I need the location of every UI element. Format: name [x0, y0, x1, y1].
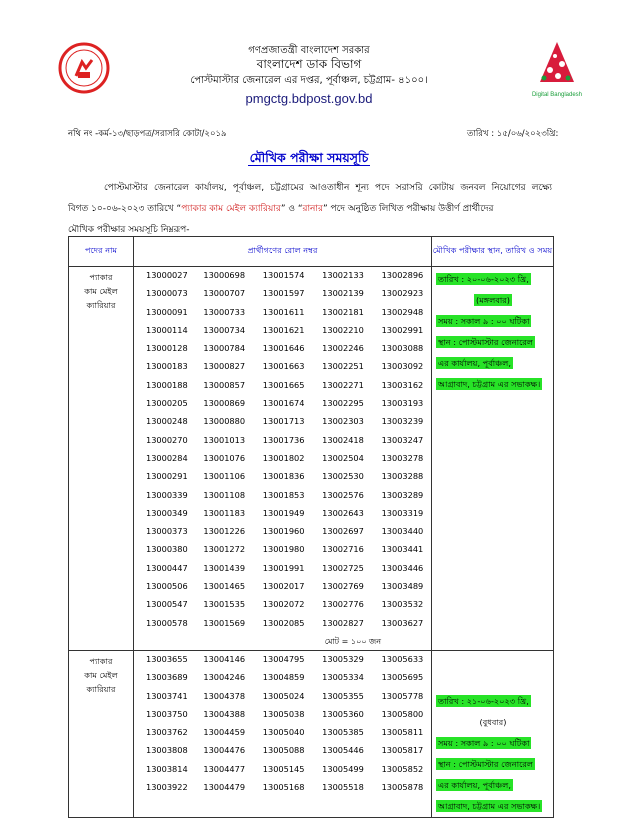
roll-number: 13002725: [322, 562, 364, 573]
roll-number: 13002776: [322, 599, 364, 610]
roll-number: 13003289: [381, 489, 424, 500]
post-line: প্যাকার: [89, 272, 113, 282]
roll-number: 13003441: [381, 544, 424, 555]
schedule-date: তারিখ : ২১-০৬-২০২৩ খ্রি,: [438, 695, 529, 706]
roll-number: 13000784: [203, 343, 246, 354]
roll-number: 13005329: [322, 653, 364, 664]
roll-number: 13000869: [203, 398, 246, 409]
roll-number: 13003088: [381, 343, 424, 354]
roll-number: 13005518: [322, 782, 364, 793]
roll-number: 13002991: [381, 324, 424, 335]
post-line: প্যাকার: [89, 655, 113, 666]
roll-number: 13001076: [203, 452, 246, 463]
roll-number: 13005852: [381, 763, 424, 774]
roll-number: 13003247: [381, 434, 424, 445]
roll-row: [134, 599, 431, 617]
roll-number: 13000734: [203, 324, 246, 335]
roll-number: 13001439: [203, 562, 246, 573]
roll-number: 13004459: [203, 727, 246, 738]
roll-number: 13001713: [262, 416, 305, 427]
roll-number: 13002271: [322, 379, 364, 390]
roll-row: [134, 325, 431, 343]
header-post: পদের নাম: [69, 237, 134, 267]
roll-number: 13001013: [203, 434, 246, 445]
roll-number: 13001646: [262, 343, 305, 354]
roll-number: 13001465: [203, 581, 246, 592]
roll-row: [134, 343, 431, 361]
post-line: কাম মেইল: [84, 286, 118, 296]
roll-number: 13002210: [322, 324, 364, 335]
roll-number: 13000349: [146, 507, 188, 518]
roll-number: 13000284: [146, 452, 188, 463]
roll-row: [134, 361, 431, 379]
roll-number: 13005088: [262, 745, 305, 756]
schedule-date: তারিখ : ২০-০৬-২০২৩ খ্রি,: [438, 274, 529, 284]
post-name-highlight-1: প্যাকার কাম মেইল ক্যারিয়ার: [181, 204, 281, 214]
roll-number: 13000183: [146, 361, 188, 372]
roll-number: 13000114: [146, 324, 188, 335]
memo-date: তারিখ : ১৫/০৬/২০২৩খ্রি:: [467, 129, 559, 139]
office-address: পোস্টমাস্টার জেনারেল এর দপ্তর, পূর্বাঞ্চল, চট্টগ্রাম- ৪১০০।: [190, 75, 428, 86]
post-line: ক্যারিয়ার: [86, 300, 116, 310]
roll-number: 13003440: [381, 526, 424, 537]
roll-number: 13005024: [262, 690, 305, 701]
roll-number: 13003489: [381, 581, 424, 592]
roll-number: 13003655: [146, 653, 188, 664]
section-2-rolls: [134, 650, 432, 817]
roll-number: 13001183: [203, 507, 246, 518]
schedule-place-3: আগ্রাবাদ, চট্টগ্রাম এর সভাকক্ষ।: [438, 379, 541, 389]
roll-number: 13005800: [381, 708, 424, 719]
schedule-place-3: আগ্রাবাদ, চট্টগ্রাম এর সভাকক্ষ।: [438, 800, 541, 811]
roll-row: [134, 288, 431, 306]
roll-number: 13000270: [146, 434, 188, 445]
roll-row: [134, 654, 431, 672]
roll-number: 13005633: [381, 653, 424, 664]
paragraph-line-3: মৌখিক পরীক্ষার সময়সূচি নিম্নরূপ-: [68, 225, 190, 235]
header-schedule: মৌখিক পরীক্ষার স্থান, তারিখ ও সময়: [432, 237, 554, 267]
section-1-total: মোট = ১০০ জন: [324, 636, 381, 646]
roll-number: 13004479: [203, 782, 246, 793]
roll-number: 13005499: [322, 763, 364, 774]
section-2-row: [69, 650, 554, 817]
roll-number: 13001569: [203, 617, 246, 628]
roll-number: 13004146: [203, 653, 246, 664]
roll-number: 13004795: [262, 653, 305, 664]
roll-row: [134, 416, 431, 434]
paragraph-line-2: [68, 204, 494, 214]
govt-name: গণপ্রজাতন্ত্রী বাংলাদেশ সরকার: [248, 45, 370, 56]
roll-row: [134, 526, 431, 544]
roll-row: [134, 398, 431, 416]
roll-number: 13005360: [322, 708, 364, 719]
roll-number: 13005038: [262, 708, 305, 719]
roll-number: 13005385: [322, 727, 364, 738]
roll-row: [134, 490, 431, 508]
roll-row: [134, 745, 431, 763]
roll-number: 13002896: [381, 270, 424, 280]
roll-number: 13000091: [146, 306, 188, 317]
roll-number: 13002085: [262, 617, 305, 628]
roll-grid-2: [134, 654, 431, 800]
section-1-schedule: [432, 267, 554, 651]
roll-number: 13000373: [146, 526, 188, 537]
roll-number: 13005168: [262, 782, 305, 793]
schedule-place-2: এর কার্যালয়, পূর্বাঞ্চল,: [438, 358, 512, 368]
roll-row: [134, 380, 431, 398]
roll-number: 13001272: [203, 544, 246, 555]
section-2-post: [69, 650, 134, 817]
roll-number: 13001106: [203, 471, 246, 482]
roll-number: 13000205: [146, 398, 188, 409]
roll-number: 13003689: [146, 672, 188, 683]
roll-number: 13002303: [322, 416, 364, 427]
roll-number: 13005811: [381, 727, 424, 738]
roll-number: 13000698: [203, 270, 246, 280]
roll-number: 13001665: [262, 379, 305, 390]
roll-number: 13000827: [203, 361, 246, 372]
roll-row: [134, 782, 431, 800]
roll-number: 13004246: [203, 672, 246, 683]
schedule-place-2: এর কার্যালয়, পূর্বাঞ্চল,: [438, 779, 512, 790]
roll-row: [134, 764, 431, 782]
roll-row: [134, 544, 431, 562]
roll-number: 13000547: [146, 599, 188, 610]
roll-number: 13003741: [146, 690, 188, 701]
roll-number: 13001949: [262, 507, 305, 518]
roll-row: [134, 563, 431, 581]
roll-number: 13002643: [322, 507, 364, 518]
roll-number: 13002017: [262, 581, 305, 592]
roll-number: 13005145: [262, 763, 305, 774]
roll-number: 13003193: [381, 398, 424, 409]
roll-number: 13003922: [146, 782, 188, 793]
roll-number: 13001611: [262, 306, 305, 317]
roll-number: 13002923: [381, 288, 424, 299]
roll-row: [134, 453, 431, 471]
roll-number: 13005355: [322, 690, 364, 701]
roll-number: 13003532: [381, 599, 424, 610]
roll-number: 13000188: [146, 379, 188, 390]
roll-number: 13002181: [322, 306, 364, 317]
memo-reference: নথি নং -কর্ম-১৩/ছাড়পত্র/সরাসরি কোটা/২০১৯: [68, 129, 227, 139]
roll-number: 13002697: [322, 526, 364, 537]
schedule-day: (বুধবার): [479, 716, 507, 727]
roll-number: 13002072: [262, 599, 305, 610]
roll-number: 13002530: [322, 471, 364, 482]
roll-number: 13003446: [381, 562, 424, 573]
roll-number: 13003239: [381, 416, 424, 427]
roll-number: 13001674: [262, 398, 305, 409]
para-text-a: বিগত ১০-০৬-২০২৩ তারিখে “: [68, 204, 182, 214]
roll-number: 13000880: [203, 416, 246, 427]
roll-number: 13003288: [381, 471, 424, 482]
roll-number: 13004859: [262, 672, 305, 683]
post-name-highlight-2: রানার: [302, 204, 323, 214]
roll-number: 13005817: [381, 745, 424, 756]
roll-number: 13002295: [322, 398, 364, 409]
roll-number: 13002948: [381, 306, 424, 317]
roll-row: [134, 307, 431, 325]
roll-row: [134, 471, 431, 489]
schedule-day: (মঙ্গলবার): [476, 295, 510, 305]
roll-row: [134, 672, 431, 690]
roll-number: 13002827: [322, 617, 364, 628]
roll-row: [134, 618, 431, 636]
schedule-table: [68, 236, 554, 818]
schedule-time: সময় : সকাল ৯ : ০০ ঘটিকা: [438, 316, 530, 326]
roll-number: 13002246: [322, 343, 364, 354]
roll-number: 13001960: [262, 526, 305, 537]
roll-number: 13001802: [262, 452, 305, 463]
roll-number: 13003092: [381, 361, 424, 372]
roll-number: 13001108: [203, 489, 246, 500]
roll-number: 13001836: [262, 471, 305, 482]
section-1-row: [69, 267, 554, 651]
roll-number: 13003762: [146, 727, 188, 738]
roll-number: 13005040: [262, 727, 305, 738]
roll-number: 13005778: [381, 690, 424, 701]
schedule-time: সময় : সকাল ৯ : ০০ ঘটিকা: [438, 737, 530, 748]
para-text-c: ” পদে অনুষ্ঠিত লিখিত পরীক্ষায় উত্তীর্ণ প্রার্থীদের: [323, 204, 494, 214]
roll-row: [134, 727, 431, 745]
title-text: মৌখিক পরীক্ষা সময়সূচি: [249, 150, 369, 165]
roll-number: 13003814: [146, 763, 188, 774]
roll-number: 13000733: [203, 306, 246, 317]
roll-row: [134, 691, 431, 709]
header-rolls: প্রার্থীগণের রোল নম্বর: [134, 237, 432, 267]
roll-number: 13001991: [262, 562, 305, 573]
section-1-rolls: [134, 267, 432, 651]
roll-number: 13000291: [146, 471, 188, 482]
roll-number: 13002716: [322, 544, 364, 555]
roll-number: 13000707: [203, 288, 246, 299]
roll-number: 13004477: [203, 763, 246, 774]
department-name: বাংলাদেশ ডাক বিভাগ: [256, 57, 362, 71]
roll-number: 13001535: [203, 599, 246, 610]
digital-bangladesh-caption: Digital Bangladesh: [531, 92, 583, 98]
roll-number: 13005334: [322, 672, 364, 683]
roll-number: 13003278: [381, 452, 424, 463]
post-line: কাম মেইল: [84, 669, 118, 680]
post-line: ক্যারিয়ার: [86, 683, 116, 694]
roll-row: [134, 270, 431, 288]
website-link[interactable]: pmgctg.bdpost.gov.bd: [245, 91, 373, 106]
section-1-post: [69, 267, 134, 651]
roll-number: 13000506: [146, 581, 188, 592]
roll-number: 13001597: [262, 288, 305, 299]
roll-number: 13000857: [203, 379, 246, 390]
roll-number: 13002418: [322, 434, 364, 445]
roll-number: 13005446: [322, 745, 364, 756]
roll-row: [134, 709, 431, 727]
roll-number: 13002251: [322, 361, 364, 372]
section-2-schedule: [432, 650, 554, 817]
roll-number: 13002769: [322, 581, 364, 592]
roll-number: 13000339: [146, 489, 188, 500]
schedule-place-1: স্থান : পোস্টমাস্টার জেনারেল: [438, 337, 533, 347]
roll-number: 13005878: [381, 782, 424, 793]
roll-number: 13000073: [146, 288, 188, 299]
roll-number: 13001226: [203, 526, 246, 537]
roll-number: 13003319: [381, 507, 424, 518]
roll-number: 13001574: [262, 270, 305, 280]
page-title: [0, 150, 618, 170]
roll-number: 13002576: [322, 489, 364, 500]
roll-number: 13000027: [146, 270, 188, 280]
roll-number: 13004378: [203, 690, 246, 701]
paragraph-line-1: পোস্টমাস্টার জেনারেল কার্যালয়, পূর্বাঞ্চল, চট্টগ্রামের আওতাধীন শূন্য পদে সরাসরি কোটায় জনবল নিয়োগের লক্ষ্যে: [104, 183, 552, 193]
roll-number: 13000380: [146, 544, 188, 555]
roll-number: 13001980: [262, 544, 305, 555]
roll-number: 13003808: [146, 745, 188, 756]
roll-number: 13003750: [146, 708, 188, 719]
roll-number: 13000128: [146, 343, 188, 354]
notice-paragraph: [68, 178, 552, 241]
roll-number: 13002139: [322, 288, 364, 299]
roll-row: [134, 581, 431, 599]
roll-number: 13001663: [262, 361, 305, 372]
roll-number: 13001621: [262, 324, 305, 335]
roll-row: [134, 435, 431, 453]
roll-number: 13000578: [146, 617, 188, 628]
roll-number: 13004388: [203, 708, 246, 719]
roll-number: 13004476: [203, 745, 246, 756]
roll-number: 13001853: [262, 489, 305, 500]
roll-number: 13000447: [146, 562, 188, 573]
roll-number: 13001736: [262, 434, 305, 445]
para-text-b: ” ও “: [280, 204, 303, 214]
roll-grid-1: [134, 270, 431, 636]
roll-number: 13003627: [381, 617, 424, 628]
roll-number: 13002504: [322, 452, 364, 463]
schedule-place-1: স্থান : পোস্টমাস্টার জেনারেল: [438, 758, 533, 769]
roll-number: 13005695: [381, 672, 424, 683]
roll-row: [134, 508, 431, 526]
roll-number: 13002133: [322, 270, 364, 280]
roll-number: 13000248: [146, 416, 188, 427]
table-header-row: [69, 237, 554, 267]
roll-number: 13003162: [381, 379, 424, 390]
